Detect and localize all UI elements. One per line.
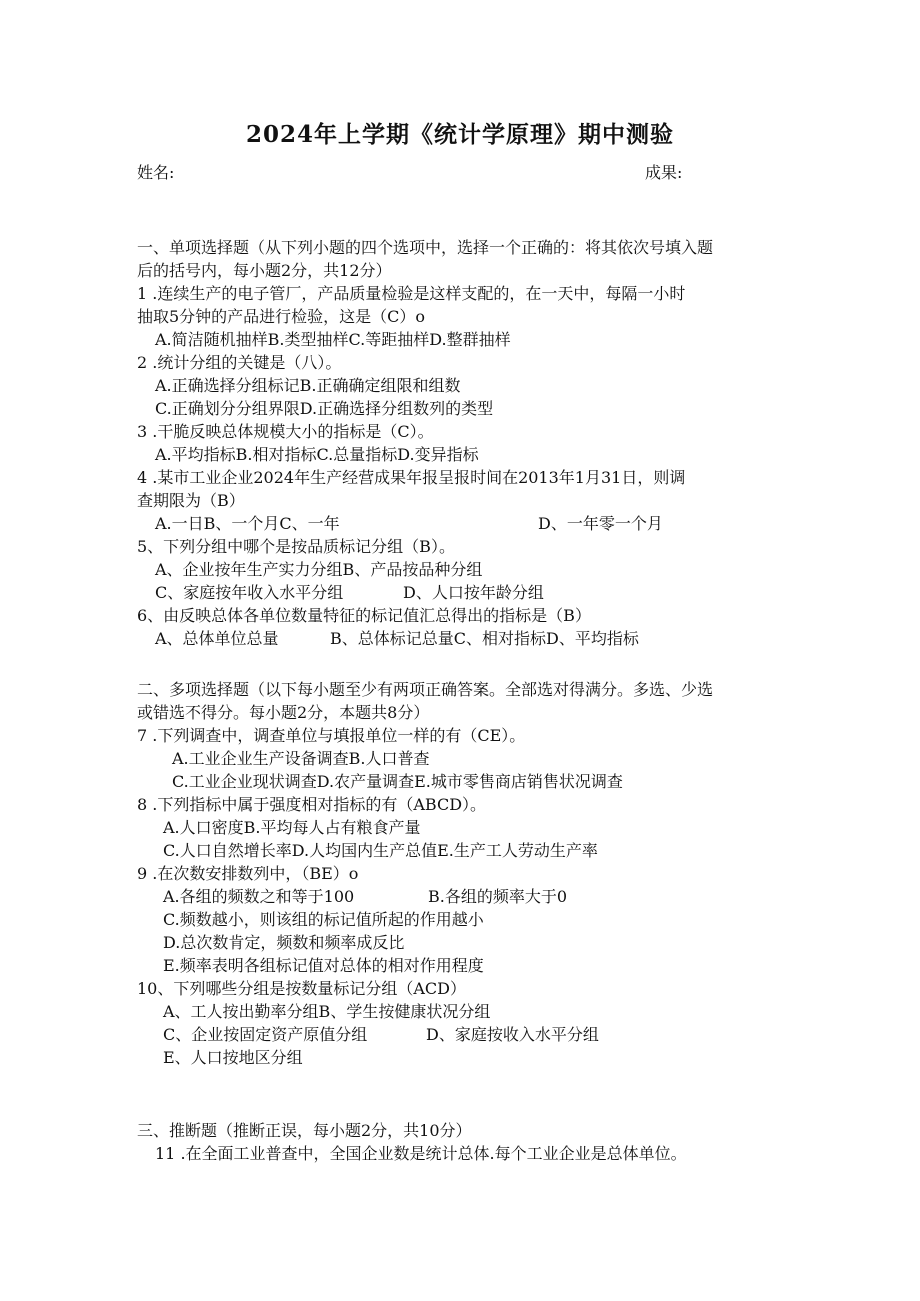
question-5-options-1: A、企业按年生产实力分组B、产品按品种分组 [155,560,483,579]
question-5-options-2d: D、人口按年龄分组 [403,583,544,602]
question-5: 5、下列分组中哪个是按品质标记分组（B）。 [137,537,455,556]
question-6: 6、由反映总体各单位数量特征的标记值汇总得出的指标是（B） [137,606,591,625]
question-2-options-1: A.正确选择分组标记B.正确确定组限和组数 [155,376,461,395]
question-10-options-3: E、人口按地区分组 [163,1048,303,1067]
question-6-options-b: B、总体标记总量C、相对指标D、平均指标 [330,629,639,648]
question-8-options-1: A.人口密度B.平均每人占有粮食产量 [163,818,421,837]
question-5-options-2c: C、家庭按年收入水平分组 [155,583,344,602]
question-2-options-2: C.正确划分分组界限D.正确选择分组数列的类型 [155,399,494,418]
name-label: 姓名: [137,163,175,182]
section1-heading-line1: 一、单项选择题（从下列小题的四个选项中，选择一个正确的：将其依次号填入题 [137,238,714,257]
section1-heading-line2: 后的括号内，每小题2分，共12分） [137,261,392,280]
question-9: 9 .在次数安排数列中，（BE）o [137,864,359,883]
question-8: 8 .下列指标中属于强度相对指标的有（ABCD）。 [137,795,487,814]
score-label: 成果: [645,163,683,182]
question-9-option-d: D.总次数肯定，频数和频率成反比 [163,933,405,952]
question-10: 10、下列哪些分组是按数量标记分组（ACD） [137,979,466,998]
question-4-line2: 查期限为（B） [137,491,245,510]
question-9-option-e: E.频率表明各组标记值对总体的相对作用程度 [163,956,484,975]
section2-heading-line2: 或错选不得分。每小题2分，本题共8分） [137,703,430,722]
section2-heading-line1: 二、多项选择题（以下每小题至少有两项正确答案。全部选对得满分。多选、少选 [137,680,714,699]
question-2: 2 .统计分组的关键是（八）。 [137,353,342,372]
question-3-options: A.平均指标B.相对指标C.总量指标D.变异指标 [155,445,479,464]
question-10-options-2d: D、家庭按收入水平分组 [426,1025,599,1044]
page-title: 2024年上学期《统计学原理》期中测验 [245,121,674,148]
question-6-options-a: A、总体单位总量 [155,629,279,648]
question-10-options-2c: C、企业按固定资产原值分组 [163,1025,368,1044]
question-7: 7 .下列调查中，调查单位与填报单位一样的有（CE）。 [137,726,526,745]
section3-heading: 三、推断题（推断正误，每小题2分，共10分） [137,1121,472,1140]
question-4-options-d: D、一年零一个月 [538,514,663,533]
question-9-option-c: C.频数越小，则该组的标记值所起的作用越小 [163,910,484,929]
question-1-line1: 1 .连续生产的电子管厂，产品质量检验是这样支配的，在一天中，每隔一小时 [137,284,686,303]
question-3: 3 .干脆反映总体规模大小的指标是（C）。 [137,422,434,441]
question-10-options-1: A、工人按出勤率分组B、学生按健康状况分组 [163,1002,491,1021]
question-7-options-2: C.工业企业现状调查D.农产量调查E.城市零售商店销售状况调查 [172,772,623,791]
question-9-option-a: A.各组的频数之和等于100 [163,887,355,906]
question-7-options-1: A.工业企业生产设备调查B.人口普查 [172,749,430,768]
question-11: 11 .在全面工业普查中，全国企业数是统计总体.每个工业企业是总体单位。 [155,1144,687,1163]
question-1-line2: 抽取5分钟的产品进行检验，这是（C）o [137,307,426,326]
question-4-line1: 4 .某市工业企业2024年生产经营成果年报呈报时间在2013年1月31日，则调 [137,468,686,487]
question-4-options-a: A.一日B、一个月C、一年 [155,514,340,533]
question-8-options-2: C.人口自然增长率D.人均国内生产总值E.生产工人劳动生产率 [163,841,598,860]
question-1-options: A.简洁随机抽样B.类型抽样C.等距抽样D.整群抽样 [155,330,511,349]
question-9-option-b: B.各组的频率大于0 [428,887,568,906]
